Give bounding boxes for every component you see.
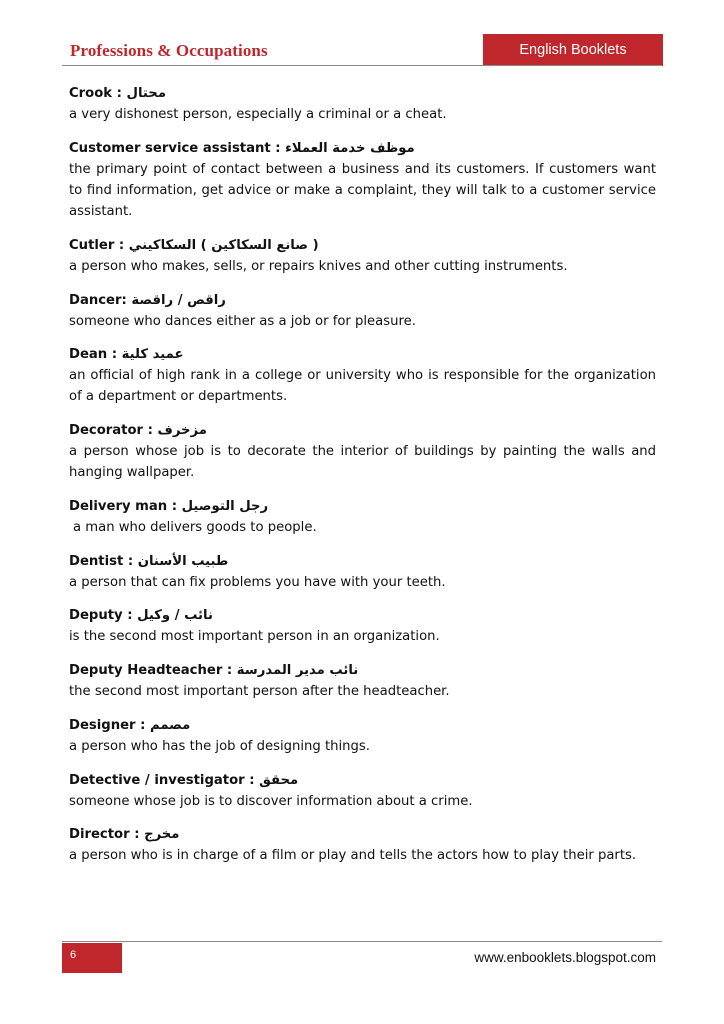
entry-definition: a person that can fix problems you have with your teeth. (69, 574, 446, 590)
term-english: Detective / investigator : (69, 772, 260, 788)
entry-term (69, 661, 656, 681)
entry-definition: a person who makes, sells, or repairs knives and other cutting instruments. (69, 258, 568, 274)
term-english: Designer : (69, 717, 150, 733)
glossary-entry (69, 236, 656, 277)
entry-definition: a person whose job is to decorate the interior of buildings by painting the walls and hanging wallpaper. (69, 444, 656, 481)
glossary-entry (69, 139, 656, 223)
term-arabic: مزخرف (157, 423, 207, 439)
glossary-entry (69, 606, 656, 647)
term-english: Customer service assistant : (69, 140, 286, 156)
entry-definition: a person who has the job of designing things. (69, 738, 370, 754)
page-number: 6 (62, 943, 122, 973)
entry-term (69, 291, 656, 311)
term-english: Deputy : (69, 608, 138, 624)
term-arabic: مصمم (150, 717, 191, 733)
footer-divider (62, 941, 662, 942)
entry-definition: a very dishonest person, especially a criminal or a cheat. (69, 107, 447, 122)
term-english: Deputy Headteacher : (69, 663, 237, 679)
entry-term (69, 139, 656, 159)
term-english: Crook : (69, 86, 127, 101)
glossary-entry (69, 716, 656, 757)
glossary-entry (69, 552, 656, 593)
page-header-title: Professions & Occupations (70, 41, 268, 60)
term-arabic: نائب / وكيل (137, 608, 213, 624)
entry-definition: a man who delivers goods to people. (73, 520, 317, 536)
glossary-entry (69, 84, 656, 125)
entry-definition: the second most important person after the headteacher. (69, 684, 450, 700)
term-english: Decorator : (69, 423, 158, 439)
term-arabic: رجل التوصيل (181, 499, 269, 515)
term-english: Dancer: (69, 292, 132, 308)
entry-definition: someone whose job is to discover information about a crime. (69, 793, 473, 809)
entry-term (69, 84, 656, 104)
entry-definition: the primary point of contact between a business and its customers. If customers want to find information, get advice or make a complaint, they will talk to a customer service assistant. (69, 161, 656, 220)
entry-term (69, 552, 656, 572)
term-arabic: راقص / راقصة (131, 292, 226, 308)
entry-term (69, 606, 656, 626)
term-arabic: محقق (259, 772, 299, 788)
entry-term (69, 771, 656, 791)
footer-website-link[interactable]: www.enbooklets.blogspot.com (474, 950, 656, 965)
header-badge: English Booklets (483, 34, 663, 66)
entry-definition: a person who is in charge of a film or play and tells the actors how to play their parts. (69, 848, 637, 864)
entry-term (69, 716, 656, 736)
term-english: Dentist : (69, 553, 138, 569)
glossary-entry (69, 771, 656, 812)
entry-term (69, 421, 656, 441)
entry-term (69, 497, 656, 517)
glossary-entry (69, 825, 656, 866)
term-arabic: نائب مدير المدرسة (236, 663, 359, 679)
entry-term (69, 236, 656, 256)
entry-definition: someone who dances either as a job or for pleasure. (69, 313, 416, 329)
term-arabic: ( صانع السكاكين ) السكاكيني (128, 237, 319, 253)
entry-definition: is the second most important person in an organization. (69, 629, 440, 645)
glossary-entry (69, 345, 656, 407)
glossary-list (69, 84, 656, 880)
header-divider (62, 65, 662, 66)
term-arabic: طبيب الأسنان (137, 553, 229, 569)
term-arabic: محتال (126, 86, 166, 101)
glossary-entry (69, 291, 656, 332)
entry-definition: an official of high rank in a college or university who is responsible for the organization of a department or departments. (69, 368, 656, 405)
entry-term (69, 345, 656, 365)
term-arabic: مخرج (144, 827, 180, 843)
term-english: Director : (69, 827, 145, 843)
term-arabic: موظف خدمة العملاء (285, 140, 415, 156)
term-arabic: عميد كلية (121, 347, 184, 363)
term-english: Dean : (69, 347, 122, 363)
glossary-entry (69, 661, 656, 702)
glossary-entry (69, 497, 656, 538)
glossary-entry (69, 421, 656, 483)
term-english: Delivery man : (69, 499, 182, 515)
term-english: Cutler : (69, 237, 129, 253)
entry-term (69, 825, 656, 845)
